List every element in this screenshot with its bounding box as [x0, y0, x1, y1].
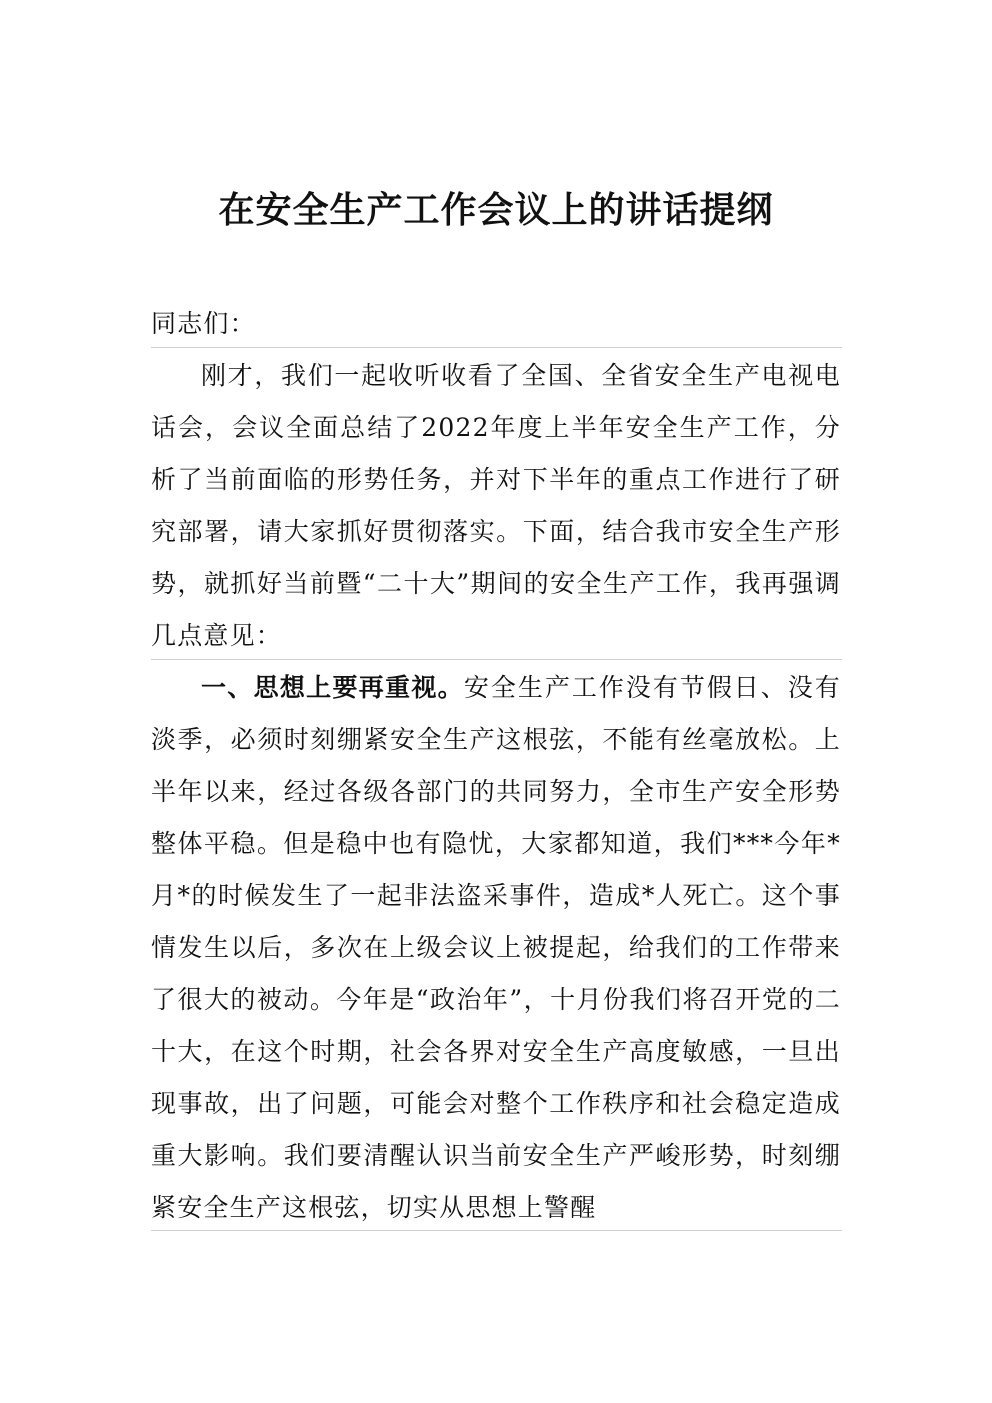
paragraph-intro: 刚才，我们一起收听收看了全国、全省安全生产电视电话会，会议全面总结了2022年度上半年安全生产工作，分析了当前面临的形势任务，并对下半年的重点工作进行了研究部署，请大家抓好贯彻落实。下面，结合我市安全生产形势，就抓好当前暨“二十大”期间的安全生产工作，我再强调几点意见：: [151, 361, 841, 650]
section-heading: 一、思想上要再重视。: [201, 673, 464, 702]
paragraph-section-1: [151, 662, 841, 1234]
salutation: 同志们：: [151, 309, 256, 338]
divider-line: [151, 1230, 842, 1231]
document-title: 在安全生产工作会议上的讲话提纲: [218, 189, 774, 232]
divider-line: [151, 659, 842, 660]
section-text: 安全生产工作没有节假日、没有淡季，必须时刻绷紧安全生产这根弦，不能有丝毫放松。上半年以来，经过各级各部门的共同努力，全市生产安全形势整体平稳。但是稳中也有隐忧，大家都知道，我们***今年*月*的时候发生了一起非法盗采事件，造成*人死亡。这个事情发生以后，多次在上级会议上被提起，给我们的工作带来了很大的被动。今年是“政治年”，十月份我们将召开党的二十大，在这个时期，社会各界对安全生产高度敏感，一旦出现事故，出了问题，可能会对整个工作秩序和社会稳定造成重大影响。我们要清醒认识当前安全生产严峻形势，时刻绷紧安全生产这根弦，切实从思想上警醒: [151, 673, 841, 1222]
divider-line: [151, 347, 842, 348]
